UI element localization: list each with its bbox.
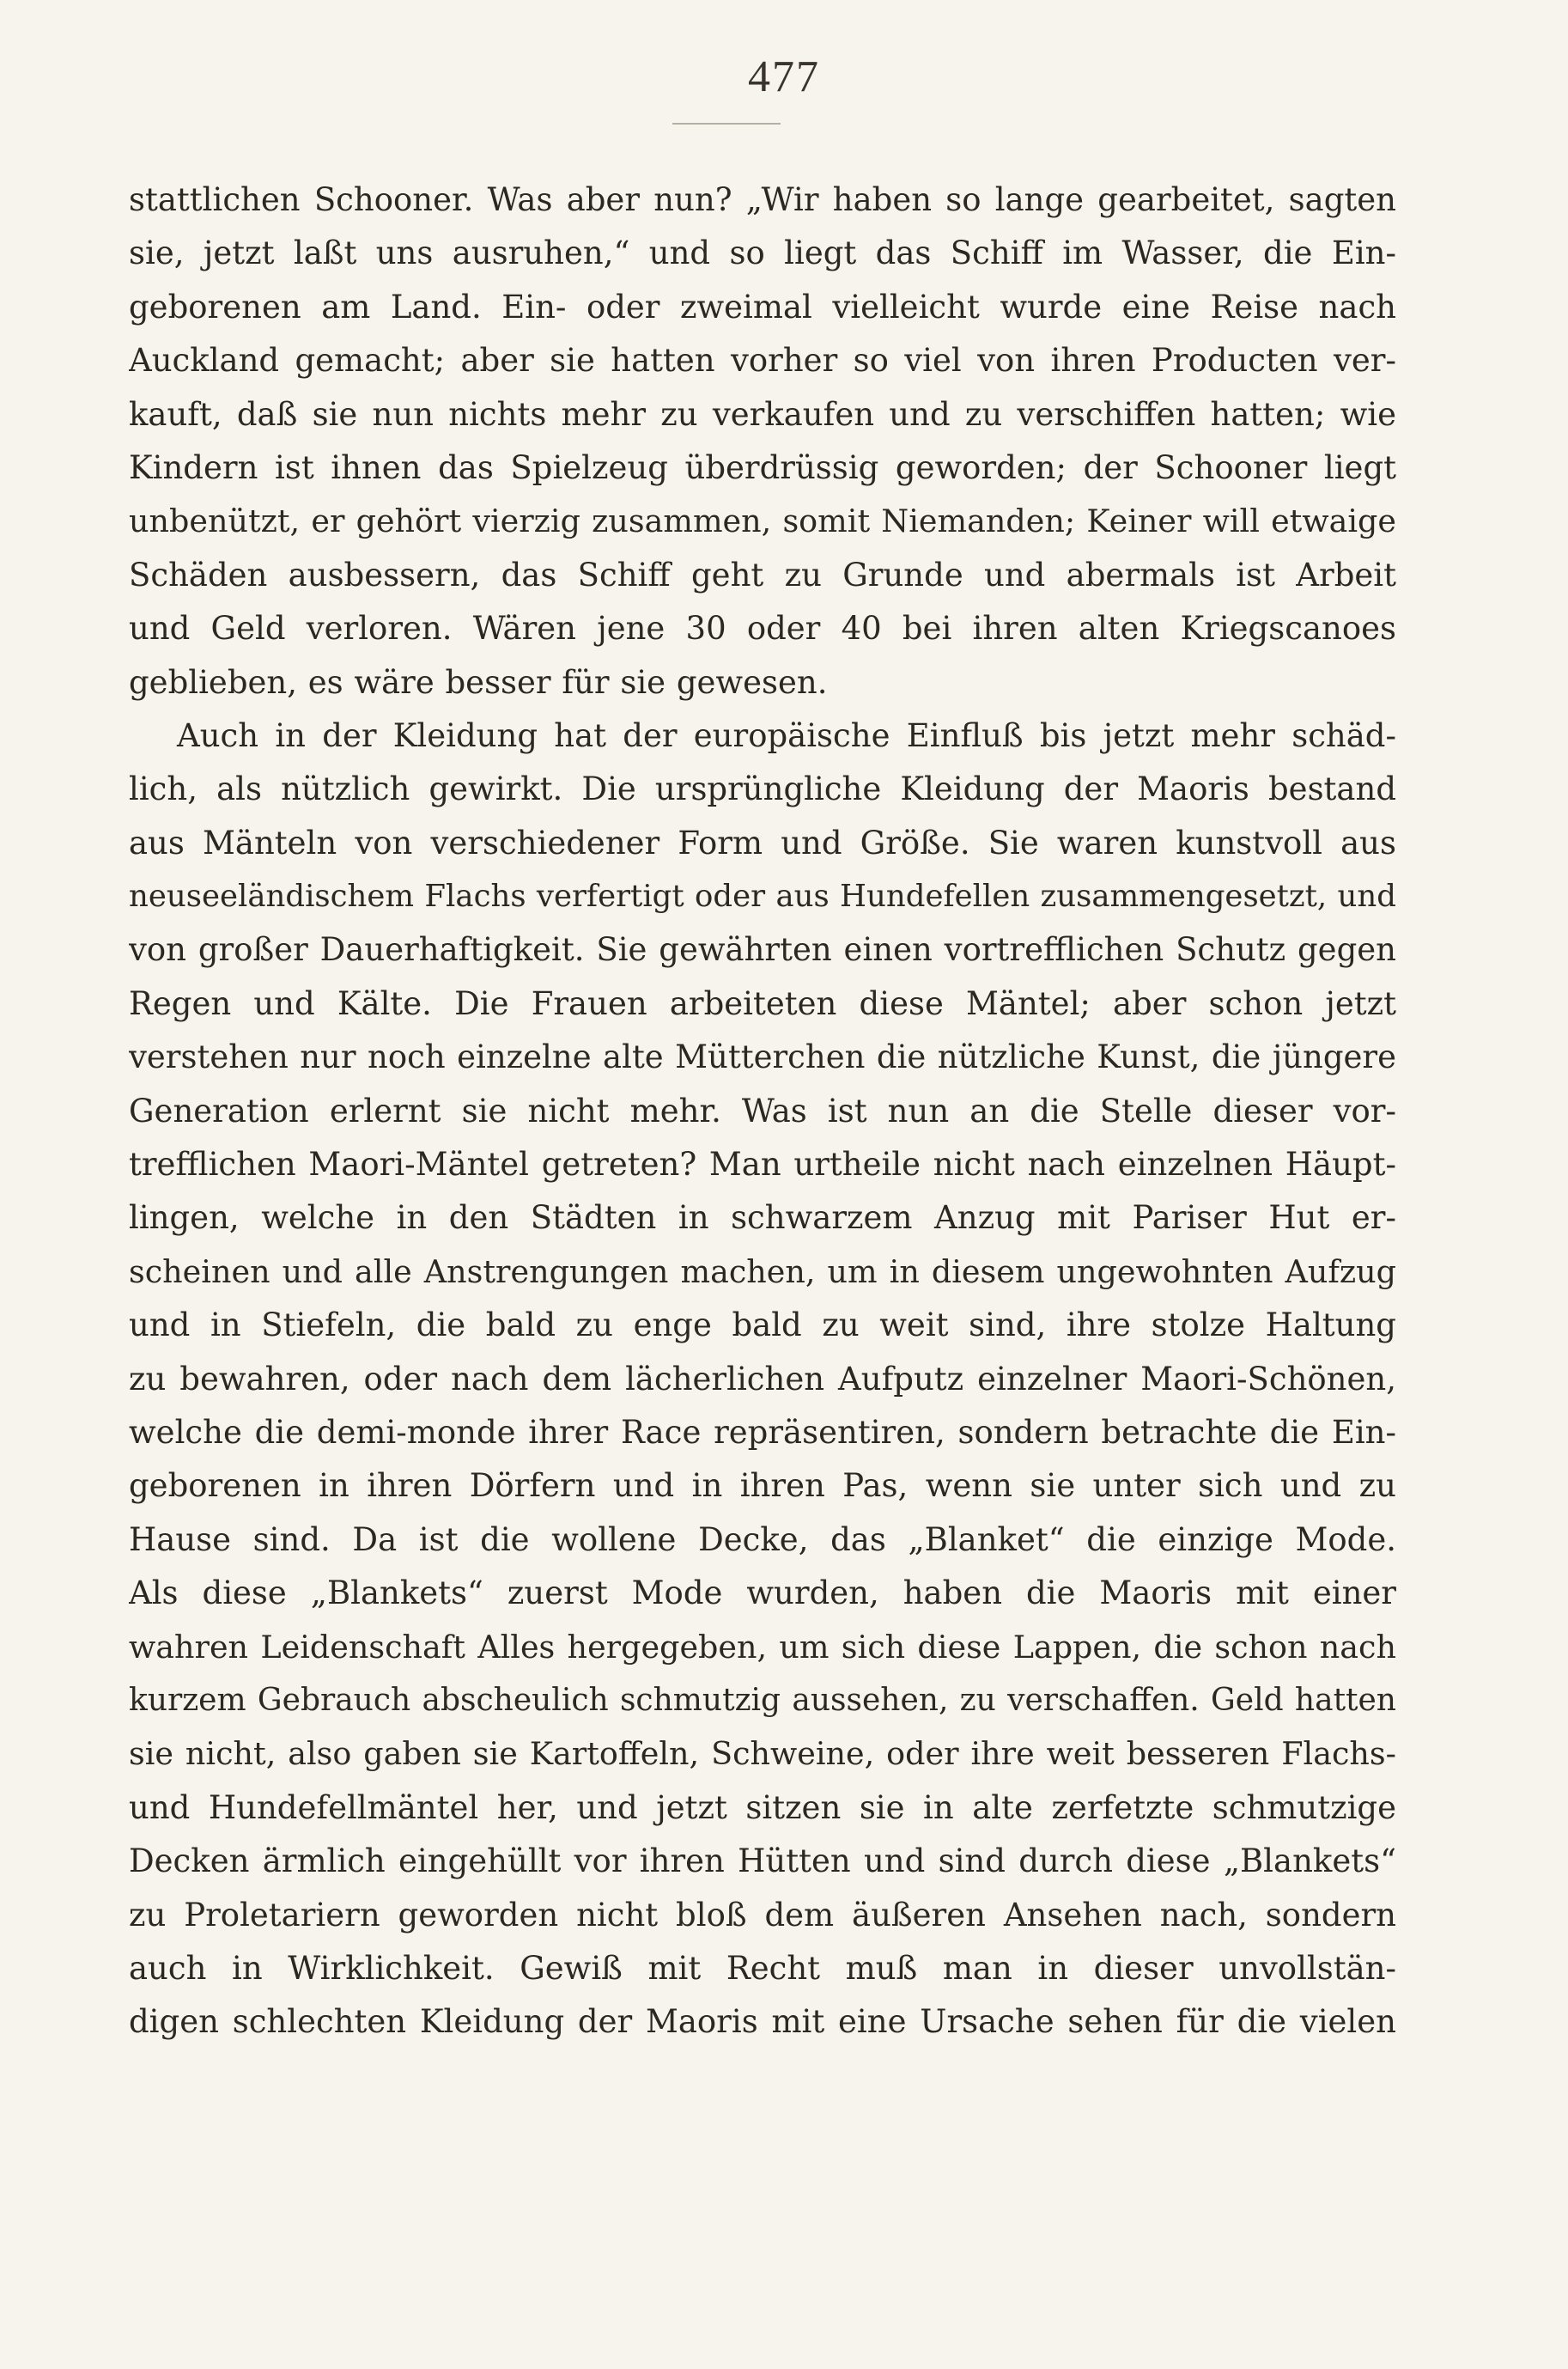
text-line: trefflichen Maori-Mäntel getreten? Man urtheile nicht nach einzelnen Häupt-	[129, 1146, 1396, 1184]
paragraph-end-line: geblieben, es wäre besser für sie gewesen.	[129, 663, 828, 701]
text-line: und in Stiefeln, die bald zu enge bald zu weit sind, ihre stolze Haltung	[129, 1306, 1396, 1344]
text-line: digen schlechten Kleidung der Maoris mit eine Ursache sehen für die vielen	[129, 2003, 1396, 2041]
text-line: Decken ärmlich eingehüllt vor ihren Hütten und sind durch diese „Blankets“	[129, 1842, 1396, 1880]
text-line: und Geld verloren. Wären jene 30 oder 40 bei ihren alten Kriegscanoes	[129, 610, 1396, 648]
text-line: auch in Wirklichkeit. Gewiß mit Recht muß man in dieser unvollstän-	[129, 1949, 1396, 1987]
text-line: Generation erlernt sie nicht mehr. Was ist nun an die Stelle dieser vor-	[129, 1092, 1396, 1130]
text-line: kurzem Gebrauch abscheulich schmutzig aussehen, zu verschaffen. Geld hatten	[129, 1682, 1396, 1718]
text-line: Kindern ist ihnen das Spielzeug überdrüssig geworden; der Schooner liegt	[129, 448, 1396, 486]
body-text	[129, 174, 1396, 2049]
text-line: geborenen in ihren Dörfern und in ihren Pas, wenn sie unter sich und zu	[129, 1467, 1396, 1505]
text-line: stattlichen Schooner. Was aber nun? „Wir haben so lange gearbeitet, sagten	[129, 181, 1396, 218]
text-line: neuseeländischem Flachs verfertigt oder aus Hundefellen zusammengesetzt, und	[129, 879, 1396, 915]
text-line: zu bewahren, oder nach dem lächerlichen Aufputz einzelner Maori-Schönen,	[129, 1360, 1396, 1398]
text-line: aus Mänteln von verschiedener Form und Größe. Sie waren kunstvoll aus	[129, 824, 1396, 862]
text-line: scheinen und alle Anstrengungen machen, um in diesem ungewohnten Aufzug	[129, 1252, 1396, 1290]
text-line: Auckland gemacht; aber sie hatten vorher so viel von ihren Producten ver-	[129, 342, 1396, 380]
text-line: lich, als nützlich gewirkt. Die ursprüngliche Kleidung der Maoris bestand	[129, 770, 1396, 808]
text-line: zu Proletariern geworden nicht bloß dem äußeren Ansehen nach, sondern	[129, 1896, 1396, 1934]
text-line: und Hundefellmäntel her, und jetzt sitzen sie in alte zerfetzte schmutzige	[129, 1788, 1396, 1826]
text-line: kauft, daß sie nun nichts mehr zu verkaufen und zu verschiffen hatten; wie	[129, 395, 1396, 433]
text-line: unbenützt, er gehört vierzig zusammen, somit Niemanden; Keiner will etwaige	[129, 502, 1396, 540]
text-line: Hause sind. Da ist die wollene Decke, das „Blanket“ die einzige Mode.	[129, 1520, 1396, 1558]
text-line: geborenen am Land. Ein- oder zweimal vielleicht wurde eine Reise nach	[129, 288, 1396, 326]
text-line: Als diese „Blankets“ zuerst Mode wurden, haben die Maoris mit einer	[129, 1574, 1396, 1612]
text-line: sie, jetzt laßt uns ausruhen,“ und so liegt das Schiff im Wasser, die Ein-	[129, 234, 1396, 272]
page-number: 477	[748, 52, 820, 101]
text-line: verstehen nur noch einzelne alte Mütterchen die nützliche Kunst, die jüngere	[129, 1038, 1396, 1076]
header-rule	[672, 123, 781, 125]
text-line: Schäden ausbessern, das Schiff geht zu Grunde und abermals ist Arbeit	[129, 556, 1396, 594]
text-line: von großer Dauerhaftigkeit. Sie gewährten einen vortrefflichen Schutz gegen	[129, 931, 1396, 969]
text-line: wahren Leidenschaft Alles hergegeben, um sich diese Lappen, die schon nach	[129, 1628, 1396, 1666]
text-line: Regen und Kälte. Die Frauen arbeiteten diese Mäntel; aber schon jetzt	[129, 984, 1396, 1022]
text-line: lingen, welche in den Städten in schwarzem Anzug mit Pariser Hut er-	[129, 1199, 1396, 1237]
paragraph-start-line: Auch in der Kleidung hat der europäische Einfluß bis jetzt mehr schäd-	[177, 716, 1396, 754]
text-line: welche die demi-monde ihrer Race repräsentiren, sondern betrachte die Ein-	[129, 1413, 1396, 1451]
text-line: sie nicht, also gaben sie Kartoffeln, Schweine, oder ihre weit besseren Flachs-	[129, 1735, 1396, 1773]
